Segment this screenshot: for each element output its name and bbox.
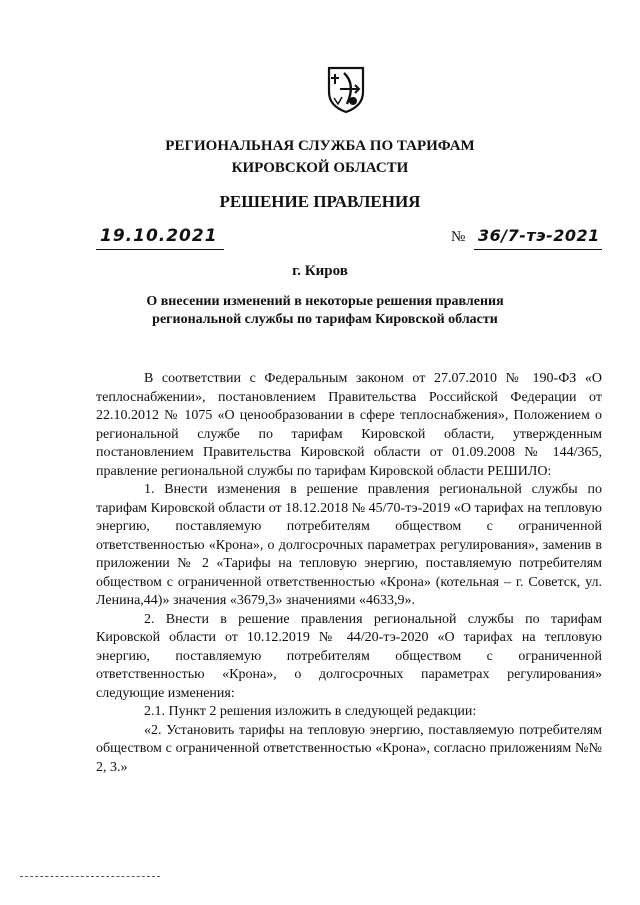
org-name-line1: РЕГИОНАЛЬНАЯ СЛУЖБА ПО ТАРИФАМ	[165, 138, 475, 154]
decision-date: 19.10.2021	[96, 226, 224, 250]
decision-body	[96, 370, 602, 777]
paragraph-preamble: В соответствии с Федеральным законом от 27.07.2010 № 190-ФЗ «О теплоснабжении», постановлением Правительства Российской Федерации от 22.10.2012 № 1075 «О ценообразовании в сфере теплоснабжения», Положением о региональной службе по тарифам Кировской области, утвержденным постановлением Правительства Кировской области от 01.09.2008 № 144/365, правление региональной службы по тарифам Кировской области РЕШИЛО:	[96, 371, 602, 479]
paragraph-quote-2: «2. Установить тарифы на тепловую энергию, поставляемую потребителям обществом с ограниченной ответственностью «Крона», согласно приложениям №№ 2, 3.»	[96, 722, 602, 775]
footer-divider	[20, 876, 160, 877]
document-type-title: РЕШЕНИЕ ПРАВЛЕНИЯ	[219, 192, 421, 211]
coat-of-arms-icon	[326, 64, 366, 114]
city-name: г. Киров	[292, 263, 348, 279]
paragraph-item-2-1: 2.1. Пункт 2 решения изложить в следующей редакции:	[144, 704, 477, 719]
org-name-line2: КИРОВСКОЙ ОБЛАСТИ	[231, 160, 409, 176]
decision-number: 36/7-тэ-2021	[474, 226, 602, 250]
paragraph-item-1: 1. Внести изменения в решение правления региональной службы по тарифам Кировской области от 18.12.2018 № 45/70-тэ-2019 «О тарифах на тепловую энергию, поставляемую потребителям обществом с ограниченной ответственностью «Крона», о долгосрочных параметрах регулирования», заменив в приложении № 2 «Тарифы на тепловую энергию, поставляемую потребителям обществом с ограниченной ответственностью «Крона» (котельная – г. Советск, ул. Ленина,44)» значения «3679,3» значениями «4633,9».	[96, 482, 602, 608]
number-label: №	[451, 229, 466, 245]
decision-subject: О внесении изменений в некоторые решения правления региональной службы по тарифам Кировской области	[146, 294, 504, 327]
paragraph-item-2: 2. Внести в решение правления региональной службы по тарифам Кировской области от 10.12.2019 № 44/20-тэ-2020 «О тарифах на тепловую энергию, поставляемую потребителям обществом с ограниченной ответственностью «Крона», о долгосрочных параметрах регулирования» следующие изменения:	[96, 611, 602, 701]
